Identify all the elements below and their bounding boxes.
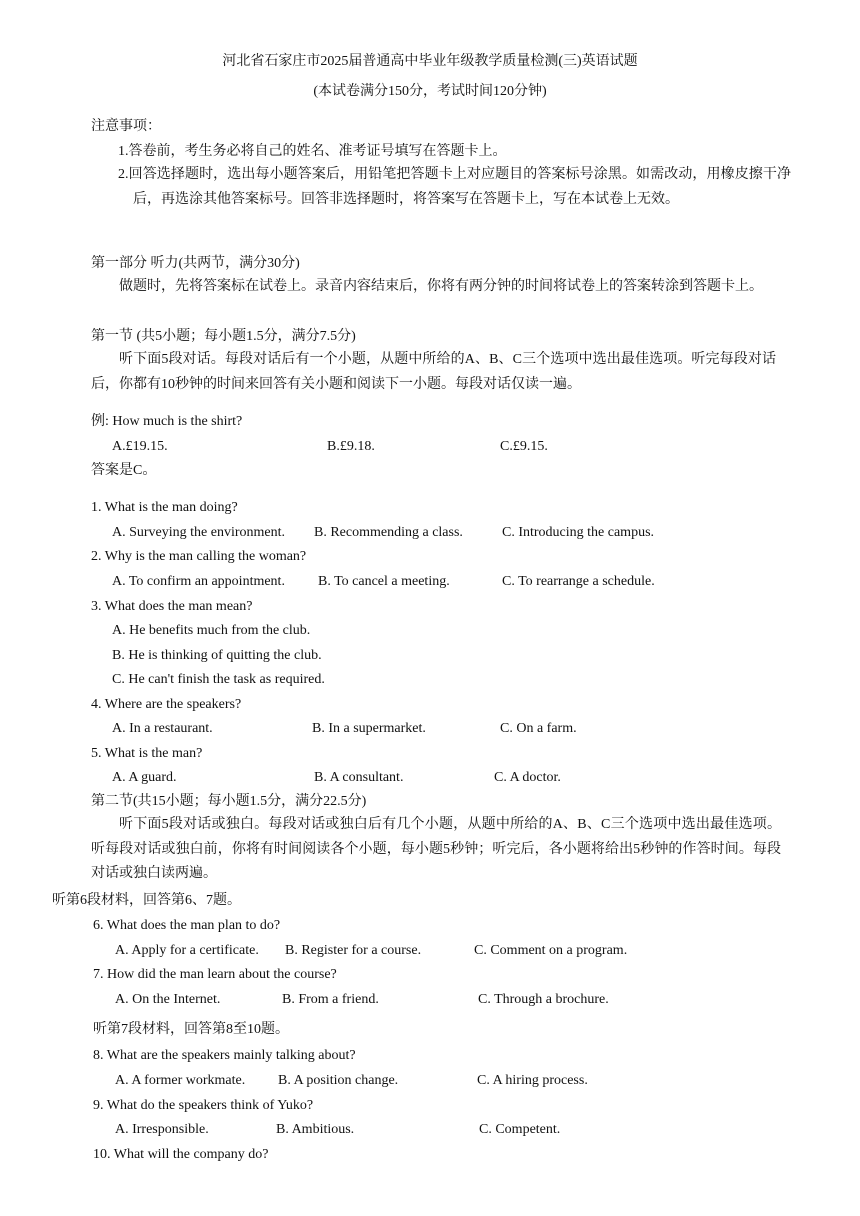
material-6-heading: 听第6段材料，回答第6、7题。 bbox=[52, 893, 241, 908]
question-10: 10. What will the company do? bbox=[93, 1147, 269, 1162]
question-9: 9. What do the speakers think of Yuko? bbox=[93, 1098, 314, 1113]
example-option-c: C.£9.15. bbox=[500, 439, 548, 454]
q7-option-a: A. On the Internet. bbox=[115, 992, 221, 1007]
q9-option-c: C. Competent. bbox=[479, 1122, 561, 1137]
section2-heading: 第二节(共15小题；每小题1.5分，满分22.5分) bbox=[91, 794, 367, 809]
question-5: 5. What is the man? bbox=[91, 746, 203, 761]
part1-heading: 第一部分 听力(共两节，满分30分) bbox=[91, 256, 300, 271]
q1-option-b: B. Recommending a class. bbox=[314, 525, 463, 540]
q9-option-a: A. Irresponsible. bbox=[115, 1122, 209, 1137]
q3-option-b: B. He is thinking of quitting the club. bbox=[112, 648, 322, 663]
q2-option-b: B. To cancel a meeting. bbox=[318, 574, 450, 589]
q9-option-b: B. Ambitious. bbox=[276, 1122, 355, 1137]
example-answer: 答案是C。 bbox=[91, 463, 157, 478]
q2-option-c: C. To rearrange a schedule. bbox=[502, 574, 655, 589]
page-subtitle: (本试卷满分150分，考试时间120分钟) bbox=[313, 84, 547, 99]
material-7-heading: 听第7段材料，回答第8至10题。 bbox=[93, 1022, 289, 1037]
page-title: 河北省石家庄市2025届普通高中毕业年级教学质量检测(三)英语试题 bbox=[222, 54, 638, 69]
q4-option-b: B. In a supermarket. bbox=[312, 721, 426, 736]
q3-option-a: A. He benefits much from the club. bbox=[112, 623, 311, 638]
q7-option-b: B. From a friend. bbox=[282, 992, 379, 1007]
q8-option-b: B. A position change. bbox=[278, 1073, 399, 1088]
q4-option-c: C. On a farm. bbox=[500, 721, 577, 736]
q6-option-c: C. Comment on a program. bbox=[474, 943, 628, 958]
q1-option-a: A. Surveying the environment. bbox=[112, 525, 286, 540]
section1-instruction: 听下面5段对话。每段对话后有一个小题，从题中所给的A、B、C三个选项中选出最佳选项。听完每段对话后，你都有10秒钟的时间来回答有关小题和阅读下一小题。每段对话仅读一遍。 bbox=[91, 352, 776, 392]
question-4: 4. Where are the speakers? bbox=[91, 697, 242, 712]
q3-option-c: C. He can't finish the task as required. bbox=[112, 672, 325, 687]
part1-instruction: 做题时，先将答案标在试卷上。录音内容结束后，你将有两分钟的时间将试卷上的答案转涂到答题卡上。 bbox=[119, 279, 763, 294]
question-1: 1. What is the man doing? bbox=[91, 500, 238, 515]
q1-option-c: C. Introducing the campus. bbox=[502, 525, 655, 540]
q6-option-b: B. Register for a course. bbox=[285, 943, 422, 958]
question-3: 3. What does the man mean? bbox=[91, 599, 253, 614]
question-2: 2. Why is the man calling the woman? bbox=[91, 549, 307, 564]
notice-item-2: 2.回答选择题时，选出每小题答案后，用铅笔把答题卡上对应题目的答案标号涂黑。如需改动，用橡皮擦干净后，再选涂其他答案标号。回答非选择题时，将答案写在答题卡上，写在本试卷上无效。 bbox=[118, 167, 791, 207]
q7-option-c: C. Through a brochure. bbox=[478, 992, 609, 1007]
example-option-a: A.£19.15. bbox=[112, 439, 168, 454]
notice-item-1: 1.答卷前，考生务必将自己的姓名、准考证号填写在答题卡上。 bbox=[118, 144, 507, 159]
q4-option-a: A. In a restaurant. bbox=[112, 721, 213, 736]
q6-option-a: A. Apply for a certificate. bbox=[115, 943, 259, 958]
q2-option-a: A. To confirm an appointment. bbox=[112, 574, 285, 589]
example-option-b: B.£9.18. bbox=[327, 439, 375, 454]
question-6: 6. What does the man plan to do? bbox=[93, 918, 281, 933]
section1-heading: 第一节 (共5小题；每小题1.5分，满分7.5分) bbox=[91, 329, 356, 344]
notice-heading: 注意事项： bbox=[91, 119, 161, 134]
example-question: 例: How much is the shirt? bbox=[91, 414, 243, 429]
question-7: 7. How did the man learn about the course? bbox=[93, 967, 337, 982]
section2-instruction: 听下面5段对话或独白。每段对话或独白后有几个小题，从题中所给的A、B、C三个选项中选出最佳选项。听每段对话或独白前，你将有时间阅读各个小题，每小题5秒钟；听完后，各小题将给出5秒钟的作答时间。每段对话或独白读两遍。 bbox=[91, 817, 781, 881]
question-8: 8. What are the speakers mainly talking about? bbox=[93, 1048, 356, 1063]
q8-option-a: A. A former workmate. bbox=[115, 1073, 246, 1088]
q8-option-c: C. A hiring process. bbox=[477, 1073, 588, 1088]
q5-option-c: C. A doctor. bbox=[494, 770, 561, 785]
q5-option-a: A. A guard. bbox=[112, 770, 177, 785]
q5-option-b: B. A consultant. bbox=[314, 770, 404, 785]
